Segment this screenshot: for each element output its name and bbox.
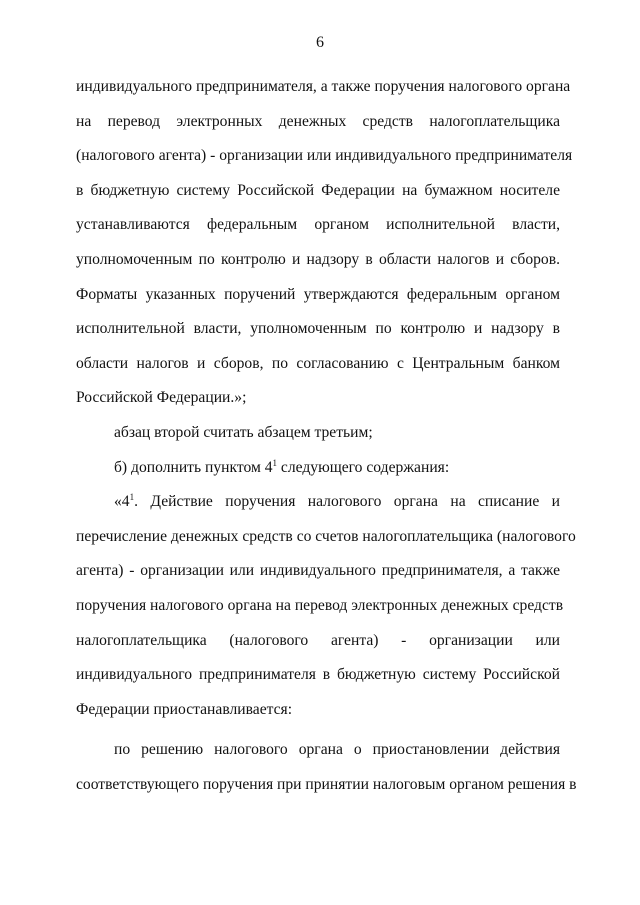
text-line: на перевод электронных денежных средств налогоплательщика: [76, 112, 560, 130]
text-line: соответствующего поручения при принятии налоговым органом решения в: [76, 775, 577, 793]
document-body: [76, 70, 577, 802]
text-line: Российской Федерации.»;: [76, 389, 247, 407]
quote-first-line: [76, 485, 560, 520]
text-line: в бюджетную систему Российской Федерации на бумажном носителе: [76, 181, 560, 199]
text-line: Федерации приостанавливается:: [76, 700, 293, 718]
paragraph-abzac: абзац второй считать абзацем третьим;: [114, 423, 373, 441]
text-line: индивидуального предпринимателя в бюджетную систему Российской: [76, 666, 560, 684]
text-line: по решению налогового органа о приостановлении действия: [114, 741, 560, 759]
text-line: налогоплательщика (налогового агента) - организации или: [76, 631, 560, 649]
text-line: перечисление денежных средств со счетов налогоплательщика (налогового: [76, 527, 576, 545]
superscript: 1: [129, 491, 135, 502]
paragraph-b-text-rest: следующего содержания:: [277, 458, 450, 476]
paragraph-b: [76, 451, 560, 486]
superscript: 1: [272, 457, 278, 468]
text-line: индивидуального предпринимателя, а также поручения налогового органа: [76, 78, 571, 95]
text-line: Форматы указанных поручений утверждаются федеральным органом: [76, 285, 560, 303]
text-line: (налогового агента) - организации или индивидуального предпринимателя: [76, 147, 573, 165]
quote-lead: «4: [114, 493, 130, 511]
page-number: 6: [316, 34, 324, 51]
text-line: области налогов и сборов, по согласованию с Центральным банком: [76, 354, 560, 372]
quote-lead-rest: . Действие поручения налогового органа на списание и: [134, 493, 560, 511]
text-line: исполнительной власти, уполномоченным по контролю и надзору в: [76, 320, 560, 338]
text-line: устанавливаются федеральным органом исполнительной власти,: [76, 216, 560, 234]
paragraph-b-text: б) дополнить пунктом 4: [114, 458, 273, 476]
text-line: уполномоченным по контролю и надзору в области налогов и сборов.: [76, 250, 560, 268]
text-line: агента) - организации или индивидуального предпринимателя, а также: [76, 562, 560, 580]
text-line: поручения налогового органа на перевод электронных денежных средств: [76, 596, 564, 614]
